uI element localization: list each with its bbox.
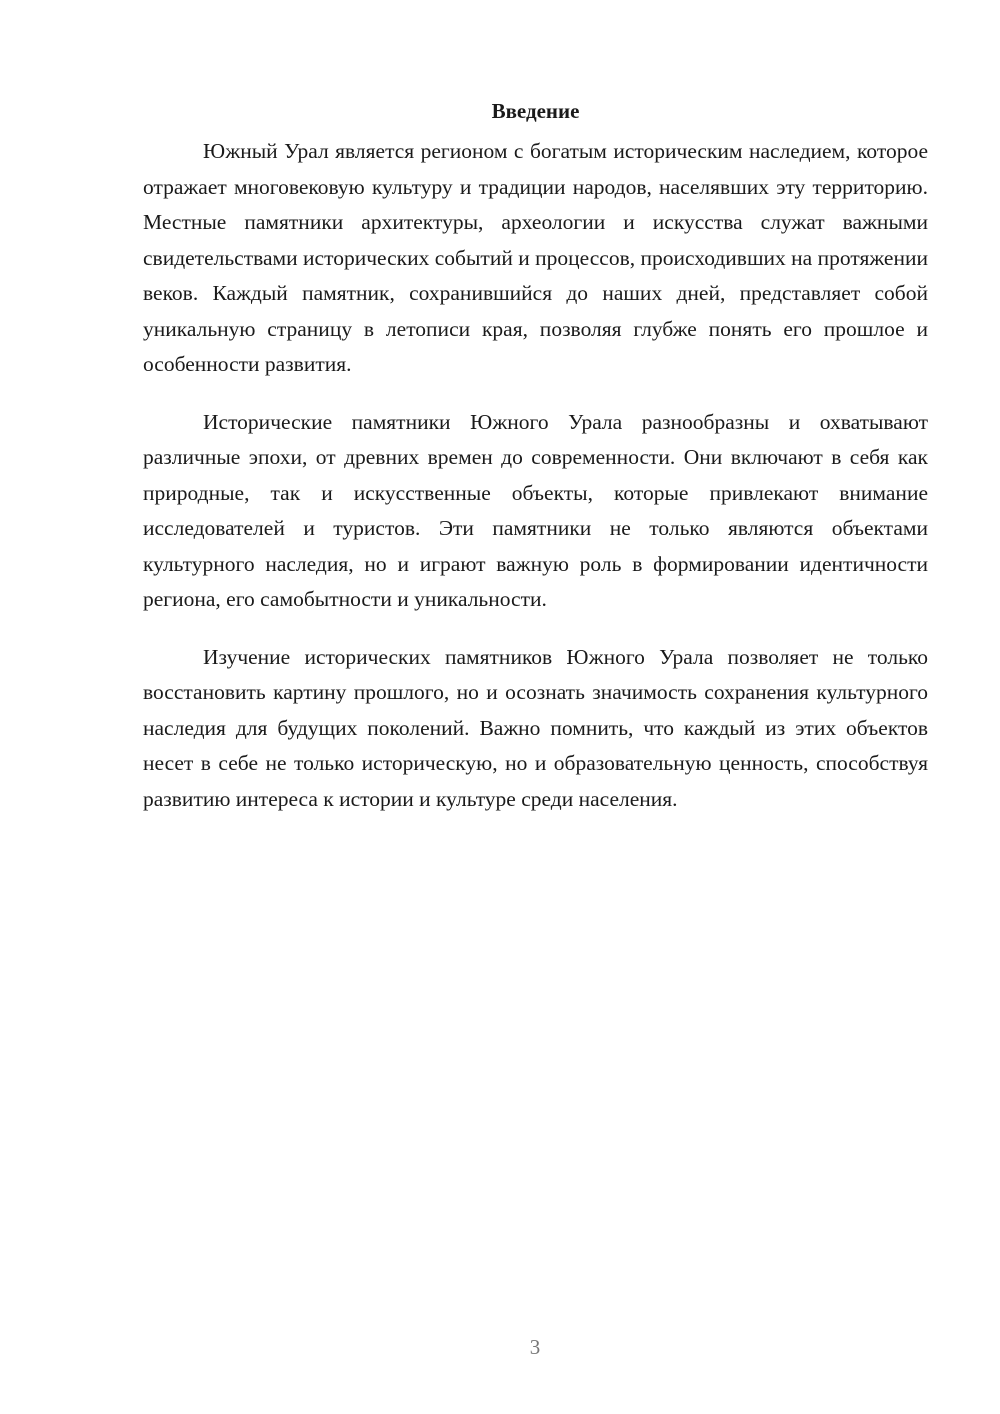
paragraph-3: Изучение исторических памятников Южного Урала позволяет не только восстановить картину прошлого, но и осознать значимость сохранения культурного наследия для будущих поколений. Важно помнить, что каждый из этих объектов несет в себе не только историческую, но и образовательную ценность, способствуя развитию интереса к истории и культуре среди населения. [143,644,928,811]
document-body [143,96,928,839]
paragraph-2: Исторические памятники Южного Урала разнообразны и охватывают различные эпохи, от древних времен до современности. Они включают в себя как природные, так и искусственные объекты, которые привлекают внимание исследователей и туристов. Эти памятники не только являются объектами культурного наследия, но и играют важную роль в формировании идентичности региона, его самобытности и уникальности. [143,409,928,611]
section-title: Введение [491,99,580,123]
page-number: 3 [529,1335,541,1359]
paragraph-1: Южный Урал является регионом с богатым историческим наследием, которое отражает многовековую культуру и традиции народов, населявших эту территорию. Местные памятники архитектуры, археологии и искусства служат важными свидетельствами исторических событий и процессов, происходивших на протяжении веков. Каждый памятник, сохранившийся до наших дней, представляет собой уникальную страницу в летописи края, позволяя глубже понять его прошлое и особенности развития. [143,139,928,376]
